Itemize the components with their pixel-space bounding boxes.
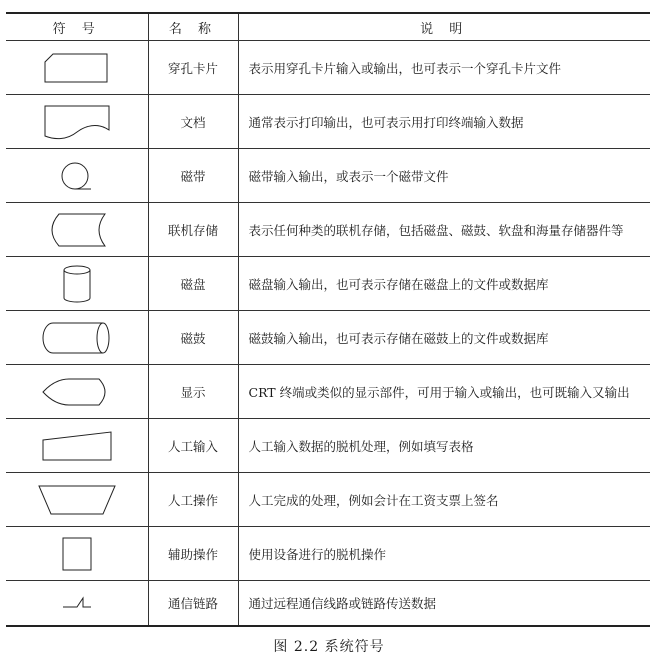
symbol-cell	[6, 527, 148, 581]
row-name: 穿孔卡片	[148, 41, 238, 95]
online-storage-icon	[43, 210, 111, 250]
table-row	[6, 473, 650, 527]
header-symbol: 符 号	[6, 13, 148, 41]
row-description: 通过远程通信线路或链路传送数据	[238, 581, 650, 627]
row-name: 通信链路	[148, 581, 238, 627]
symbol-cell	[6, 311, 148, 365]
table-row	[6, 581, 650, 627]
table-row	[6, 41, 650, 95]
row-description: 磁盘输入输出，也可表示存储在磁盘上的文件或数据库	[238, 257, 650, 311]
row-name: 联机存储	[148, 203, 238, 257]
row-name: 人工操作	[148, 473, 238, 527]
table-row	[6, 527, 650, 581]
row-name: 人工输入	[148, 419, 238, 473]
table-row	[6, 311, 650, 365]
row-description: 人工完成的处理，例如会计在工资支票上签名	[238, 473, 650, 527]
symbols-table-container	[6, 12, 650, 627]
system-symbols-table	[6, 12, 650, 627]
magnetic-drum-icon	[39, 318, 115, 358]
row-name: 磁带	[148, 149, 238, 203]
symbol-cell	[6, 203, 148, 257]
row-name: 文档	[148, 95, 238, 149]
row-description: 通常表示打印输出，也可表示用打印终端输入数据	[238, 95, 650, 149]
manual-input-icon	[39, 428, 115, 464]
symbol-cell	[6, 581, 148, 627]
punched-card-icon	[41, 50, 113, 86]
figure-caption: 图 2.2 系统符号	[273, 639, 385, 655]
table-row	[6, 95, 650, 149]
row-description: 磁鼓输入输出，也可表示存储在磁鼓上的文件或数据库	[238, 311, 650, 365]
row-name: 磁鼓	[148, 311, 238, 365]
document-icon	[41, 102, 113, 142]
symbol-cell	[6, 365, 148, 419]
row-description: 使用设备进行的脱机操作	[238, 527, 650, 581]
table-header-row	[6, 13, 650, 41]
symbol-cell	[6, 41, 148, 95]
header-description: 说 明	[238, 13, 650, 41]
symbol-cell	[6, 473, 148, 527]
symbol-cell	[6, 257, 148, 311]
row-description: CRT 终端或类似的显示部件，可用于输入或输出，也可既输入又输出	[238, 365, 650, 419]
table-row	[6, 203, 650, 257]
magnetic-tape-icon	[57, 158, 97, 194]
row-name: 磁盘	[148, 257, 238, 311]
symbol-cell	[6, 419, 148, 473]
row-name: 辅助操作	[148, 527, 238, 581]
row-description: 表示任何种类的联机存储，包括磁盘、磁鼓、软盘和海量存储器件等	[238, 203, 650, 257]
symbol-cell	[6, 149, 148, 203]
row-description: 磁带输入输出，或表示一个磁带文件	[238, 149, 650, 203]
header-name: 名 称	[148, 13, 238, 41]
auxiliary-operation-icon	[59, 534, 95, 574]
table-row	[6, 365, 650, 419]
row-description: 人工输入数据的脱机处理，例如填写表格	[238, 419, 650, 473]
row-name: 显示	[148, 365, 238, 419]
magnetic-disk-icon	[60, 263, 94, 305]
row-description: 表示用穿孔卡片输入或输出，也可表示一个穿孔卡片文件	[238, 41, 650, 95]
display-icon	[39, 374, 115, 410]
symbol-cell	[6, 95, 148, 149]
table-row	[6, 257, 650, 311]
table-row	[6, 149, 650, 203]
table-row	[6, 419, 650, 473]
manual-operation-icon	[35, 482, 119, 518]
communication-link-icon	[57, 592, 97, 614]
